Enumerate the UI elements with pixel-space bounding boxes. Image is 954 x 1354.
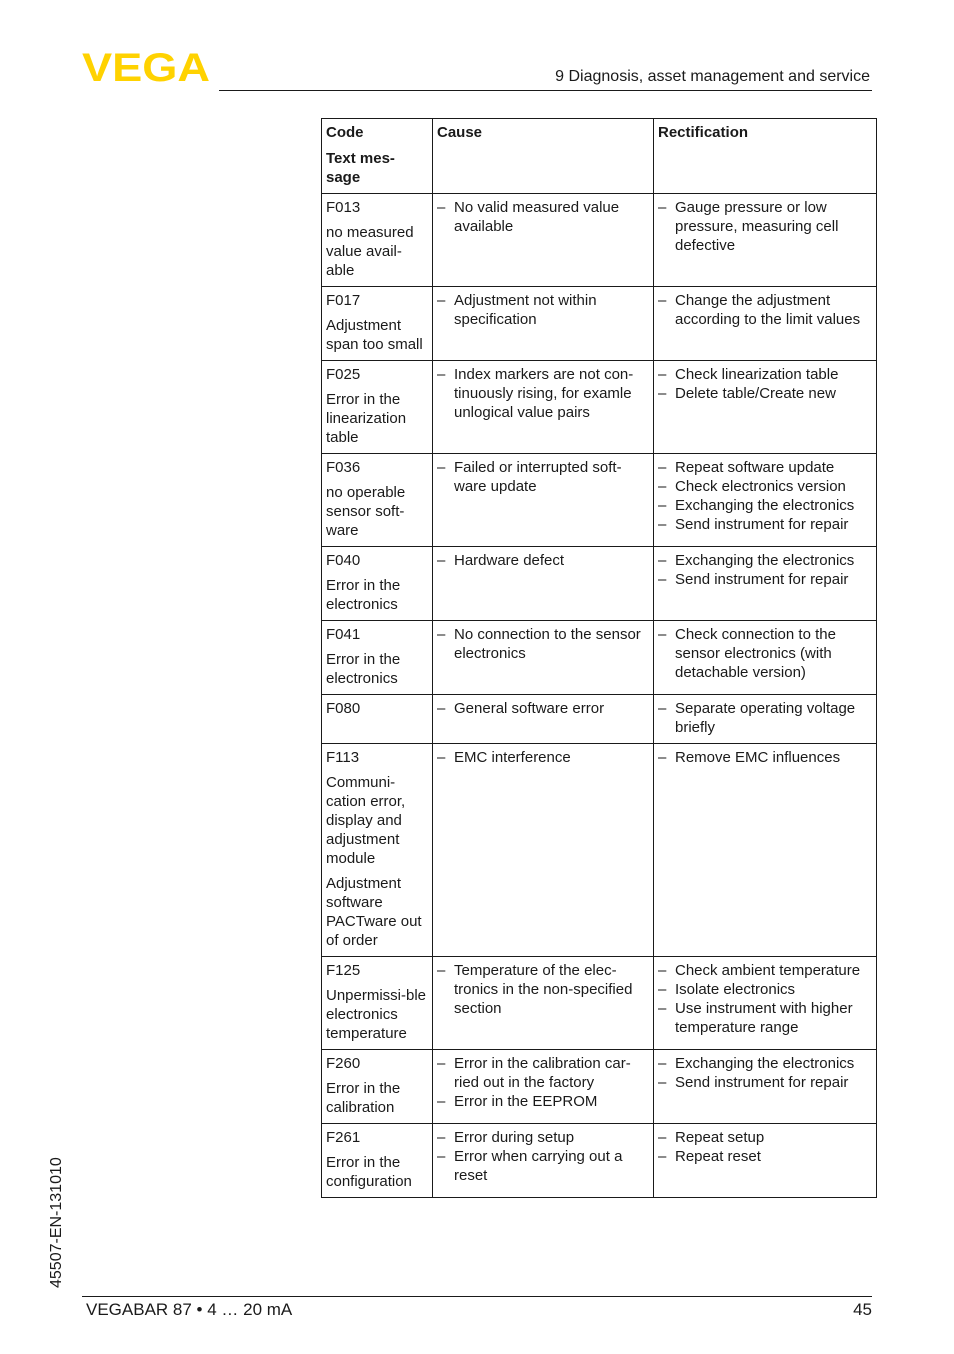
text-message: Communi-cation error, display and adjustment module xyxy=(326,774,406,867)
rectification-cell xyxy=(654,454,877,547)
cause-item: – No valid measured value available xyxy=(437,198,650,236)
code-cell xyxy=(322,454,433,547)
cause-cell xyxy=(433,1124,654,1198)
table-row xyxy=(322,621,877,695)
cause-list xyxy=(437,748,650,767)
code-cell xyxy=(322,194,433,287)
rectification-item: – Check ambient temperature xyxy=(658,961,873,980)
cause-cell xyxy=(433,194,654,287)
rectification-item: – Repeat software update xyxy=(658,458,873,477)
text-message: Error in the calibration xyxy=(326,1080,401,1116)
cause-cell xyxy=(433,287,654,361)
cause-cell xyxy=(433,744,654,957)
vega-logo-text: VEGA xyxy=(82,50,210,84)
table-row xyxy=(322,744,877,957)
cause-cell xyxy=(433,547,654,621)
rectification-list xyxy=(658,551,873,589)
code-cell xyxy=(322,957,433,1050)
text-message: Adjustment software PACTware out of order xyxy=(326,875,422,949)
text-message: no operable sensor soft-ware xyxy=(326,484,406,539)
error-code: F013 xyxy=(326,199,361,216)
code-cell xyxy=(322,695,433,744)
error-code: F036 xyxy=(326,459,361,476)
cause-cell xyxy=(433,454,654,547)
rectification-item: – Use instrument with higher temperature range xyxy=(658,999,873,1037)
rectification-list xyxy=(658,961,873,1037)
cause-item: – EMC interference xyxy=(437,748,650,767)
table-row xyxy=(322,194,877,287)
cause-list xyxy=(437,198,650,236)
cause-item: – Failed or interrupted soft-ware update xyxy=(437,458,650,496)
cause-cell xyxy=(433,957,654,1050)
header-text-message: Text mes-sage xyxy=(326,150,395,186)
code-cell xyxy=(322,1050,433,1124)
rectification-item: – Separate operating voltage briefly xyxy=(658,699,873,737)
code-cell xyxy=(322,547,433,621)
rectification-item: – Remove EMC influences xyxy=(658,748,873,767)
rectification-cell xyxy=(654,695,877,744)
rectification-item: – Repeat setup xyxy=(658,1128,873,1147)
rectification-cell xyxy=(654,287,877,361)
vega-logo xyxy=(82,50,212,84)
document-code: 45507-EN-131010 xyxy=(48,1157,65,1288)
code-cell xyxy=(322,1124,433,1198)
error-code: F261 xyxy=(326,1129,361,1146)
table-row xyxy=(322,1124,877,1198)
footer-divider xyxy=(82,1296,872,1297)
table-row xyxy=(322,1050,877,1124)
rectification-item: – Delete table/Create new xyxy=(658,384,873,403)
error-code: F125 xyxy=(326,962,361,979)
text-message: Error in the linearization table xyxy=(326,391,407,446)
rectification-list xyxy=(658,699,873,737)
rectification-cell xyxy=(654,361,877,454)
header-code-cell xyxy=(322,119,433,194)
rectification-list xyxy=(658,198,873,255)
rectification-item: – Check electronics version xyxy=(658,477,873,496)
rectification-item: – Repeat reset xyxy=(658,1147,873,1166)
error-code: F041 xyxy=(326,626,361,643)
rectification-cell xyxy=(654,744,877,957)
rectification-item: – Exchanging the electronics xyxy=(658,496,873,515)
cause-item: – Adjustment not within specification xyxy=(437,291,650,329)
cause-list xyxy=(437,1054,650,1111)
table-row xyxy=(322,287,877,361)
cause-cell xyxy=(433,695,654,744)
cause-item: – Error during setup xyxy=(437,1128,650,1147)
text-message: Adjustment span too small xyxy=(326,317,423,353)
error-code: F080 xyxy=(326,700,361,717)
table-row xyxy=(322,361,877,454)
rectification-item: – Send instrument for repair xyxy=(658,570,873,589)
rectification-cell xyxy=(654,957,877,1050)
rectification-item: – Send instrument for repair xyxy=(658,515,873,534)
cause-cell xyxy=(433,621,654,695)
cause-item: – Error in the EEPROM xyxy=(437,1092,650,1111)
code-cell xyxy=(322,621,433,695)
rectification-item: – Exchanging the electronics xyxy=(658,1054,873,1073)
header-divider xyxy=(219,90,872,91)
rectification-item: – Exchanging the electronics xyxy=(658,551,873,570)
rectification-list xyxy=(658,748,873,767)
cause-list xyxy=(437,551,650,570)
table-row xyxy=(322,695,877,744)
page-number: 45 xyxy=(853,1300,872,1319)
text-message: Unpermissi-ble electronics temperature xyxy=(326,987,427,1042)
rectification-cell xyxy=(654,1050,877,1124)
cause-cell xyxy=(433,1050,654,1124)
diagnosis-table xyxy=(321,118,877,1198)
rectification-item: – Gauge pressure or low pressure, measuring cell defective xyxy=(658,198,873,255)
code-cell xyxy=(322,287,433,361)
header-cause: Cause xyxy=(433,119,654,194)
cause-item: – Temperature of the elec-tronics in the non-specified section xyxy=(437,961,650,1018)
table-row xyxy=(322,454,877,547)
footer-product: VEGABAR 87 • 4 … 20 mA xyxy=(86,1300,293,1319)
error-code: F113 xyxy=(326,749,360,766)
cause-item: – General software error xyxy=(437,699,650,718)
rectification-item: – Check linearization table xyxy=(658,365,873,384)
rectification-cell xyxy=(654,547,877,621)
rectification-item: – Change the adjustment according to the limit values xyxy=(658,291,873,329)
rectification-list xyxy=(658,625,873,682)
cause-list xyxy=(437,699,650,718)
header-code: Code xyxy=(326,124,364,141)
cause-list xyxy=(437,1128,650,1185)
text-message: Error in the electronics xyxy=(326,577,401,613)
text-message: Error in the electronics xyxy=(326,651,401,687)
code-cell xyxy=(322,744,433,957)
text-message: no measured value avail-able xyxy=(326,224,414,279)
cause-list xyxy=(437,365,650,422)
cause-item: – Index markers are not con-tinuously rising, for examle unlogical value pairs xyxy=(437,365,650,422)
cause-list xyxy=(437,291,650,329)
error-code: F260 xyxy=(326,1055,361,1072)
rectification-list xyxy=(658,291,873,329)
rectification-cell xyxy=(654,1124,877,1198)
rectification-list xyxy=(658,458,873,534)
rectification-cell xyxy=(654,194,877,287)
cause-list xyxy=(437,625,650,663)
rectification-list xyxy=(658,1128,873,1166)
rectification-list xyxy=(658,365,873,403)
error-code: F040 xyxy=(326,552,361,569)
text-message: Error in the configuration xyxy=(326,1154,412,1190)
cause-cell xyxy=(433,361,654,454)
table-row xyxy=(322,957,877,1050)
cause-list xyxy=(437,458,650,496)
rectification-item: – Isolate electronics xyxy=(658,980,873,999)
rectification-item: – Send instrument for repair xyxy=(658,1073,873,1092)
cause-item: – Hardware defect xyxy=(437,551,650,570)
table-header-row xyxy=(322,119,877,194)
section-title: 9 Diagnosis, asset management and service xyxy=(555,68,870,85)
code-cell xyxy=(322,361,433,454)
cause-item: – Error in the calibration car-ried out in the factory xyxy=(437,1054,650,1092)
rectification-cell xyxy=(654,621,877,695)
header-rectification: Rectification xyxy=(654,119,877,194)
error-code: F025 xyxy=(326,366,361,383)
rectification-item: – Check connection to the sensor electronics (with detachable version) xyxy=(658,625,873,682)
error-code: F017 xyxy=(326,292,361,309)
cause-item: – Error when carrying out a reset xyxy=(437,1147,650,1185)
cause-list xyxy=(437,961,650,1018)
table-row xyxy=(322,547,877,621)
cause-item: – No connection to the sensor electronics xyxy=(437,625,650,663)
rectification-list xyxy=(658,1054,873,1092)
